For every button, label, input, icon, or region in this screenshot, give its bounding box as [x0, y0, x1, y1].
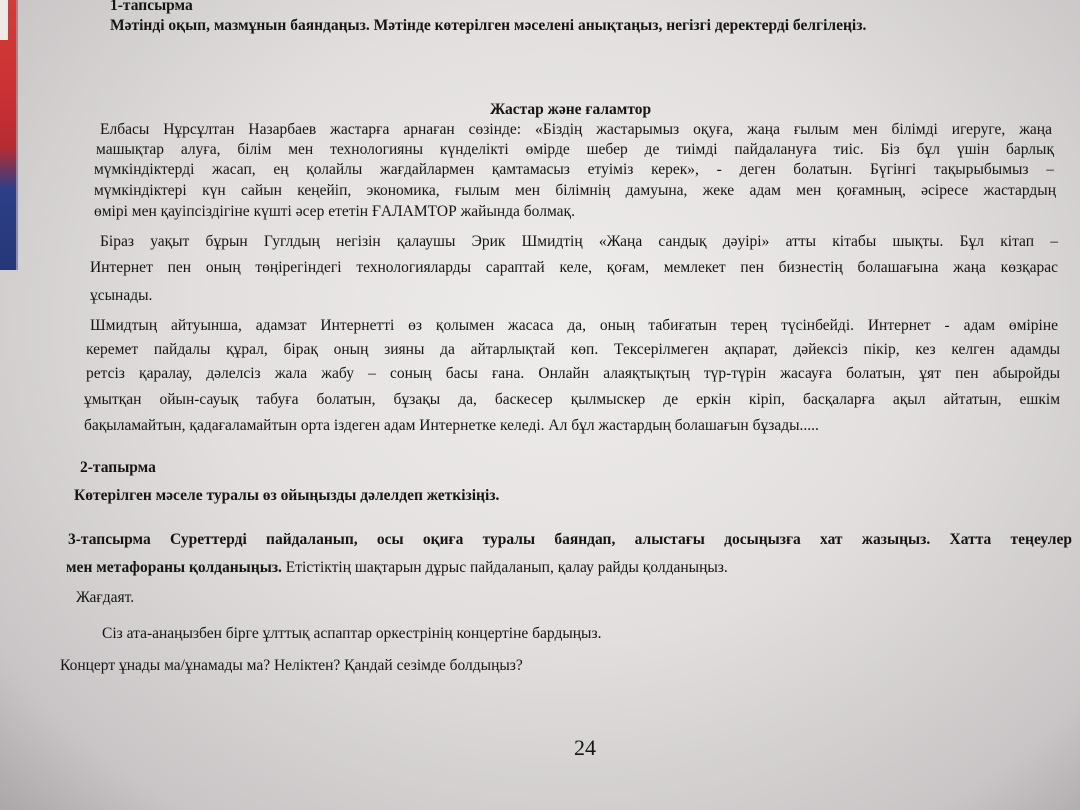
text-line: керемет пайдалы құрал, бірақ оның зияны да айтарлықтай көп. Тексерілмеген ақпарат, дәйексіз пікір, кез келген адамды	[86, 341, 1060, 358]
text-title: Жастар және ғаламтор	[490, 101, 652, 118]
text-line: бақыламайтын, қадағаламайтын орта іздеген адам Интернетке келеді. Ал бұл жастардың болашағын бұзады.....	[84, 417, 819, 434]
task1-heading: 1-тапсырма	[110, 0, 193, 14]
situation-line: Концерт ұнады ма/ұнамады ма? Неліктен? Қандай сезімде болдыңыз?	[60, 657, 523, 674]
text-line: ұмытқан ойын-сауық табуға болатын, бұзақы да, баскесер қылмыскер де еркін кіріп, басқаларға ақыл айтатын, ешкім	[84, 391, 1060, 408]
text-line: Интернет пен оның төңірегіндегі технологияларды сараптай келе, қоғам, мемлекет пен бизнестің болашағына жаңа көзқарас	[90, 259, 1058, 276]
text-line: Біраз уақыт бұрын Гуглдың негізін қалаушы Эрик Шмидтің «Жаңа сандық дәуірі» атты кітабы шықты. Бұл кітап –	[100, 233, 1058, 250]
task1-instruction: Мәтінді оқып, мазмұнын баяндаңыз. Мәтінде көтерілген мәселені анықтаңыз, негізгі деректерді белгілеңіз.	[110, 17, 867, 34]
text-line: өмірі мен қауіпсіздігіне күшті әсер ететін ҒАЛАМТОР жайында болмақ.	[94, 203, 575, 220]
book-cover-edge	[0, 0, 18, 270]
book-cover-corner	[0, 0, 8, 40]
task3-instruction-bold: мен метафораны қолданыңыз.	[66, 559, 282, 576]
task3-instruction-normal: Етістіктің шақтарын дұрыс пайдаланып, қалау райды қолданыңыз.	[285, 559, 728, 576]
situation-label: Жағдаят.	[76, 589, 135, 606]
text-line: Елбасы Нұрсұлтан Назарбаев жастарға арнаған сөзінде: «Біздің жастарымыз оқуға, жаңа ғылым мен білімді игеруге, жаңа	[100, 121, 1052, 138]
task3-instruction-line1: 3-тапсырма Суреттерді пайдаланып, осы оқиға туралы баяндап, алыстағы досыңызға хат жазыңыз. Хатта теңеулер	[68, 531, 1072, 548]
text-line: ұсынады.	[90, 287, 153, 304]
text-line: ретсіз қаралау, дәлелсіз жала жабу – соның басы ғана. Онлайн алаяқтықтың түр-түрін жасауға болатын, ұят пен абыройды	[86, 365, 1060, 382]
text-line: мүмкіндіктерді жасап, ең қолайлы жағдайлармен қамтамасыз етуіміз керек», - деген болатын. Бүгінгі тақырыбымыз –	[94, 161, 1054, 178]
text-line: машықтар алуға, білім мен технологияны күнделікті өмірде шебер де тиімді пайдалануға тиіс. Біз бұл үшін барлық	[96, 141, 1054, 158]
page-number: 24	[574, 735, 596, 760]
task2-heading: 2-тапырма	[80, 459, 156, 476]
situation-line: Сіз ата-анаңызбен бірге ұлттық аспаптар оркестрінің концертіне бардыңыз.	[102, 625, 602, 642]
text-line: мүмкіндіктері күн сайын кеңейіп, экономика, ғылым мен білімнің дамуына, жеке адам мен қоғамның, әсіресе жастардың	[94, 182, 1056, 199]
task2-instruction: Көтерілген мәселе туралы өз ойыңызды дәлелдеп жеткізіңіз.	[74, 487, 500, 504]
text-line: Шмидтың айтуынша, адамзат Интернетті өз қолымен жасаса да, оның табиғатын терең түсінбейді. Интернет - адам өміріне	[90, 317, 1058, 334]
